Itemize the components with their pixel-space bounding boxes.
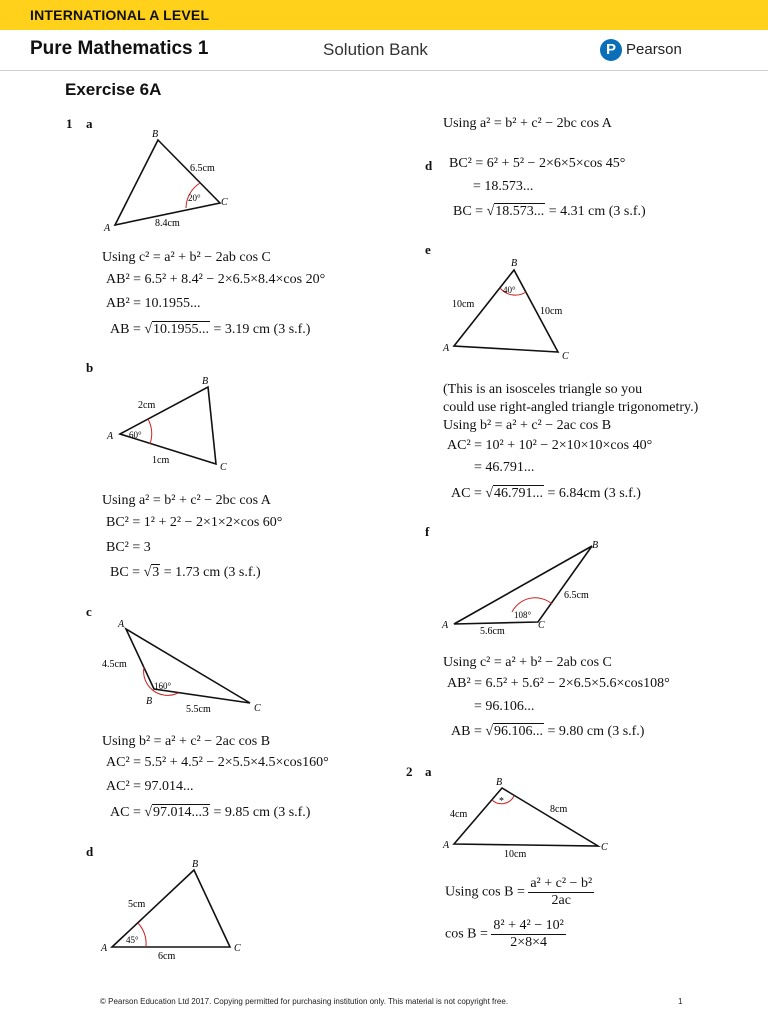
working-line: AC = √46.791... = 6.84cm (3 s.f.) xyxy=(451,486,641,501)
working-line: Using a² = b² + c² − 2bc cos A xyxy=(102,493,271,508)
side-label: 4.5cm xyxy=(102,659,127,670)
pearson-logo-icon: P xyxy=(600,39,622,61)
triangle-diagram-2a xyxy=(440,774,615,866)
vertex-label: B xyxy=(511,258,518,269)
vertex-label: C xyxy=(220,462,227,473)
lhs: cos B = xyxy=(445,926,488,942)
question-number: 2 xyxy=(406,764,413,779)
working-line: Using c² = a² + b² − 2ab cos C xyxy=(443,655,612,670)
triangle-diagram-1b xyxy=(98,372,248,477)
result: = 4.31 cm (3 s.f.) xyxy=(548,204,646,219)
part-label: b xyxy=(86,360,94,375)
angle-label: 160° xyxy=(154,681,172,691)
working-line: BC² = 3 xyxy=(106,540,151,555)
vertex-label: A xyxy=(104,223,111,234)
working-line: BC² = 1² + 2² − 2×1×2×cos 60° xyxy=(106,515,283,530)
part-label: d xyxy=(86,844,94,859)
top-banner-label: INTERNATIONAL A LEVEL xyxy=(30,7,210,23)
page-number: 1 xyxy=(678,997,683,1006)
part-label: f xyxy=(425,524,430,539)
part-label: c xyxy=(86,604,92,619)
result: = 6.84cm (3 s.f.) xyxy=(547,486,641,501)
working-line: BC = √3 = 1.73 cm (3 s.f.) xyxy=(110,565,261,580)
working-line xyxy=(445,876,594,909)
result: = 9.80 cm (3 s.f.) xyxy=(547,724,645,739)
angle-label: 45° xyxy=(126,935,139,945)
vertex-label: C xyxy=(234,943,241,954)
vertex-label: B xyxy=(192,859,199,870)
result: = 3.19 cm (3 s.f.) xyxy=(213,322,311,337)
vertex-label: A xyxy=(442,620,449,631)
vertex-label: B xyxy=(152,129,159,140)
angle-label: 108° xyxy=(514,610,532,620)
working-line: Using b² = a² + c² − 2ac cos B xyxy=(443,418,612,433)
lhs: AB = xyxy=(110,322,141,337)
working-line: = 46.791... xyxy=(474,460,535,475)
vertex-label: B xyxy=(202,376,209,387)
vertex-label: A xyxy=(107,431,114,442)
working-line: AC² = 97.014... xyxy=(106,779,194,794)
angle-label: * xyxy=(499,796,504,807)
vertex-label: B xyxy=(592,540,599,551)
vertex-label: A xyxy=(118,619,125,630)
working-line: AB = √10.1955... = 3.19 cm (3 s.f.) xyxy=(110,322,311,337)
numerator: 8² + 4² − 10² xyxy=(493,918,564,933)
part-label: e xyxy=(425,242,431,257)
side-label: 8cm xyxy=(550,804,568,815)
working-line: AC² = 5.5² + 4.5² − 2×5.5×4.5×cos160° xyxy=(106,755,329,770)
copyright-notice: © Pearson Education Ltd 2017. Copying permitted for purchasing institution only. This material is not copyright free. xyxy=(100,997,509,1006)
radicand: 3 xyxy=(152,565,160,580)
vertex-label: C xyxy=(254,703,261,714)
side-label: 6.5cm xyxy=(190,163,215,174)
working-line xyxy=(445,918,566,951)
course-title: Pure Mathematics 1 xyxy=(30,38,209,59)
radicand: 97.014...3 xyxy=(153,805,210,820)
working-line: could use right-angled triangle trigonometry.) xyxy=(443,400,699,415)
vertex-label: A xyxy=(443,840,450,851)
vertex-label: B xyxy=(496,777,503,788)
vertex-label: A xyxy=(101,943,108,954)
side-label: 4cm xyxy=(450,809,468,820)
triangle-diagram-1e xyxy=(440,252,580,364)
side-label: 8.4cm xyxy=(155,218,180,229)
working-line: = 18.573... xyxy=(473,179,534,194)
exercise-title: Exercise 6A xyxy=(65,80,162,99)
part-label: a xyxy=(86,116,93,131)
fraction xyxy=(491,918,565,951)
side-label: 6cm xyxy=(158,951,176,962)
side-label: 1cm xyxy=(152,455,170,466)
result: = 9.85 cm (3 s.f.) xyxy=(213,805,311,820)
working-line: Using a² = b² + c² − 2bc cos A xyxy=(443,116,612,131)
lhs: AB = xyxy=(451,724,482,739)
side-label: 5.5cm xyxy=(186,704,211,715)
numerator: a² + c² − b² xyxy=(530,876,593,891)
part-label: a xyxy=(425,764,432,779)
side-label: 10cm xyxy=(540,306,563,317)
radicand: 46.791... xyxy=(494,486,544,501)
result: = 1.73 cm (3 s.f.) xyxy=(163,565,261,580)
working-line: AC = √97.014...3 = 9.85 cm (3 s.f.) xyxy=(110,805,311,820)
side-label: 6.5cm xyxy=(564,590,589,601)
working-line: AC² = 10² + 10² − 2×10×10×cos 40° xyxy=(447,438,653,453)
question-number: 1 xyxy=(66,116,73,131)
working-line: Using c² = a² + b² − 2ab cos C xyxy=(102,250,271,265)
lhs: BC = xyxy=(453,204,484,219)
radicand: 18.573... xyxy=(495,204,545,219)
triangle-diagram-1f xyxy=(440,536,610,640)
angle-label: 40° xyxy=(503,285,516,295)
side-label: 2cm xyxy=(138,400,156,411)
vertex-label: C xyxy=(601,842,608,853)
lhs: BC = xyxy=(110,565,141,580)
vertex-label: A xyxy=(443,343,450,354)
triangle-diagram-1d xyxy=(98,855,253,963)
lhs: Using cos B = xyxy=(445,884,525,900)
working-line: AB² = 10.1955... xyxy=(106,296,201,311)
publisher-name: Pearson xyxy=(626,41,682,58)
working-line: = 96.106... xyxy=(474,699,535,714)
lhs: AC = xyxy=(451,486,482,501)
side-label: 10cm xyxy=(452,299,475,310)
working-line: Using b² = a² + c² − 2ac cos B xyxy=(102,734,271,749)
radicand: 96.106... xyxy=(494,724,544,739)
angle-label: 60° xyxy=(129,430,142,440)
working-line: BC = √18.573... = 4.31 cm (3 s.f.) xyxy=(453,204,646,219)
vertex-label: B xyxy=(146,696,153,707)
side-label: 5.6cm xyxy=(480,626,505,637)
working-line: (This is an isosceles triangle so you xyxy=(443,382,643,397)
working-line: BC² = 6² + 5² − 2×6×5×cos 45° xyxy=(449,156,626,171)
radicand: 10.1955... xyxy=(153,322,210,337)
triangle-diagram-1c xyxy=(98,615,273,720)
denominator: 2×8×4 xyxy=(510,935,547,950)
section-title: Solution Bank xyxy=(323,40,428,59)
denominator: 2ac xyxy=(551,893,571,908)
vertex-label: C xyxy=(562,351,569,362)
vertex-label: C xyxy=(538,620,545,631)
vertex-label: C xyxy=(221,197,228,208)
working-line: AB² = 6.5² + 5.6² − 2×6.5×5.6×cos108° xyxy=(447,676,670,691)
side-label: 5cm xyxy=(128,899,146,910)
lhs: AC = xyxy=(110,805,141,820)
working-line: AB² = 6.5² + 8.4² − 2×6.5×8.4×cos 20° xyxy=(106,272,326,287)
working-line: AB = √96.106... = 9.80 cm (3 s.f.) xyxy=(451,724,645,739)
angle-label: 20° xyxy=(188,193,201,203)
fraction xyxy=(528,876,594,909)
side-label: 10cm xyxy=(504,849,527,860)
part-label: d xyxy=(425,158,433,173)
triangle-diagram-1a xyxy=(100,125,250,235)
